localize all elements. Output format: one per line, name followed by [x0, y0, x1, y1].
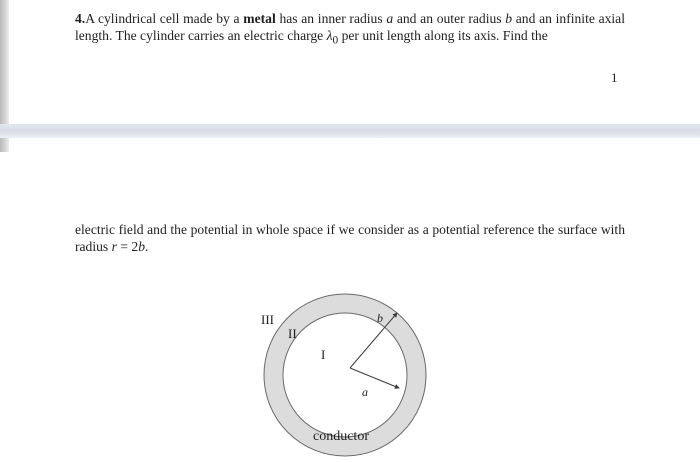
text-segment: A cylindrical cell made by a: [85, 11, 244, 26]
label-a: a: [362, 385, 368, 399]
label-b: b: [377, 311, 383, 325]
problem-number: 4.: [75, 11, 86, 26]
page-number: 1: [611, 70, 618, 85]
text-segment: has an inner radius: [275, 11, 387, 26]
region-III-label: III: [261, 312, 274, 327]
lambda-symbol: λ: [326, 27, 333, 43]
problem-text-part2: [75, 222, 625, 255]
conductor-label: conductor: [313, 429, 369, 444]
region-II-label: II: [288, 326, 297, 341]
problem-text-part1: [75, 11, 625, 49]
text-segment: .: [144, 238, 149, 254]
cylinder-cross-section-diagram: [240, 288, 440, 458]
variable-b: b: [505, 11, 513, 26]
lambda-subscript: 0: [332, 34, 339, 47]
variable-b: b: [138, 238, 145, 254]
text-segment: per unit length along its axis. Find the: [338, 27, 548, 43]
text-segment: and an infinite axial length. The cylinder carries an electric charge: [75, 11, 625, 43]
page-divider: [0, 124, 700, 138]
text-segment: electric field and the potential in whole space if we consider as a potential reference the surface with radius: [75, 222, 625, 254]
variable-r: r: [111, 238, 117, 254]
region-I-label: I: [321, 347, 326, 362]
inner-hollow-region: [283, 313, 407, 437]
variable-a: a: [386, 11, 394, 26]
bold-word-metal: metal: [243, 11, 276, 26]
text-segment: = 2: [116, 238, 139, 254]
text-segment: and an outer radius: [393, 11, 506, 26]
